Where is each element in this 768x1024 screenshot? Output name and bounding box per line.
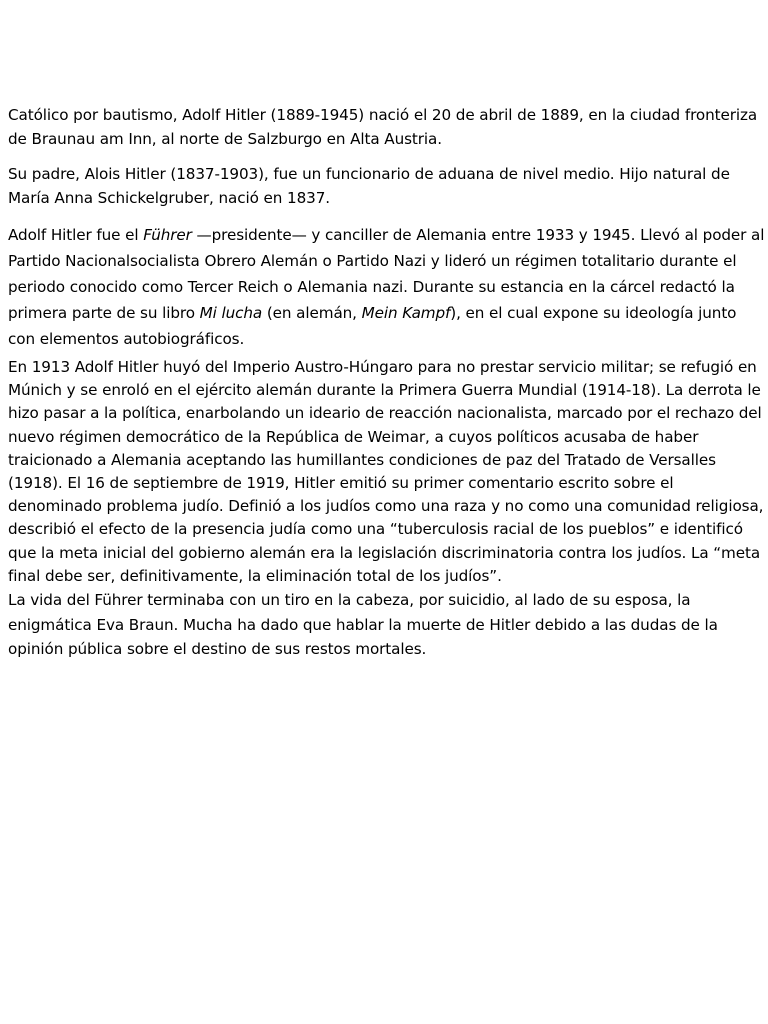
paragraph-father: Su padre, Alois Hitler (1837-1903), fue un funcionario de aduana de nivel medio. Hijo natural de María Anna Schickelgruber, nació en 1837. — [8, 165, 730, 207]
document-page — [8, 104, 768, 662]
text-run: (en alemán, — [262, 304, 362, 322]
text-run: —presidente— y canciller de Alemania entre 1933 y 1945. Llevó al poder al Partido Nacionalsocialista Obrero Alemán o Partido Nazi y lideró un régimen totalitario durante el periodo conocido como Tercer Reich o Alemania nazi. Durante su estancia en la cárcel redactó la primera parte de su libro — [8, 226, 765, 322]
paragraph-fuhrer — [8, 222, 768, 352]
italic-mi-lucha: Mi lucha — [199, 304, 263, 322]
italic-fuhrer: Führer — [143, 226, 192, 244]
paragraph-1913: En 1913 Adolf Hitler huyó del Imperio Austro-Húngaro para no prestar servicio militar; se refugió en Múnich y se enroló en el ejército alemán durante la Primera Guerra Mundial (1914-18). La derrota le hizo pasar a la política, enarbolando un ideario de reacción nacionalista, marcado por el rechazo del nuevo régimen democrático de la República de Weimar, a cuyos políticos acusaba de haber traicionado a Alemania aceptando las humillantes condiciones de paz del Tratado de Versalles (1918). El 16 de septiembre de 1919, Hitler emitió su primer comentario escrito sobre el denominado problema judío. Definió a los judíos como una raza y no como una comunidad religiosa, describió el efecto de la presencia judía como una “tuberculosis racial de los pueblos” e identificó que la meta inicial del gobierno alemán era la legislación discriminatoria contra los judíos. La “meta final debe ser, definitivamente, la eliminación total de los judíos”. — [8, 358, 764, 585]
text-run: Adolf Hitler fue el — [8, 226, 144, 244]
italic-mein-kampf: Mein Kampf — [361, 304, 451, 322]
paragraph-birth: Católico por bautismo, Adolf Hitler (1889-1945) nació el 20 de abril de 1889, en la ciudad fronteriza de Braunau am Inn, al norte de Salzburgo en Alta Austria. — [8, 106, 758, 148]
text-run: ), en el cual expone su ideología junto con elementos autobiográficos. — [8, 304, 737, 348]
paragraph-death: La vida del Führer terminaba con un tiro en la cabeza, por suicidio, al lado de su esposa, la enigmática Eva Braun. Mucha ha dado que hablar la muerte de Hitler debido a las dudas de la opinión pública sobre el destino de sus restos mortales. — [8, 591, 718, 659]
